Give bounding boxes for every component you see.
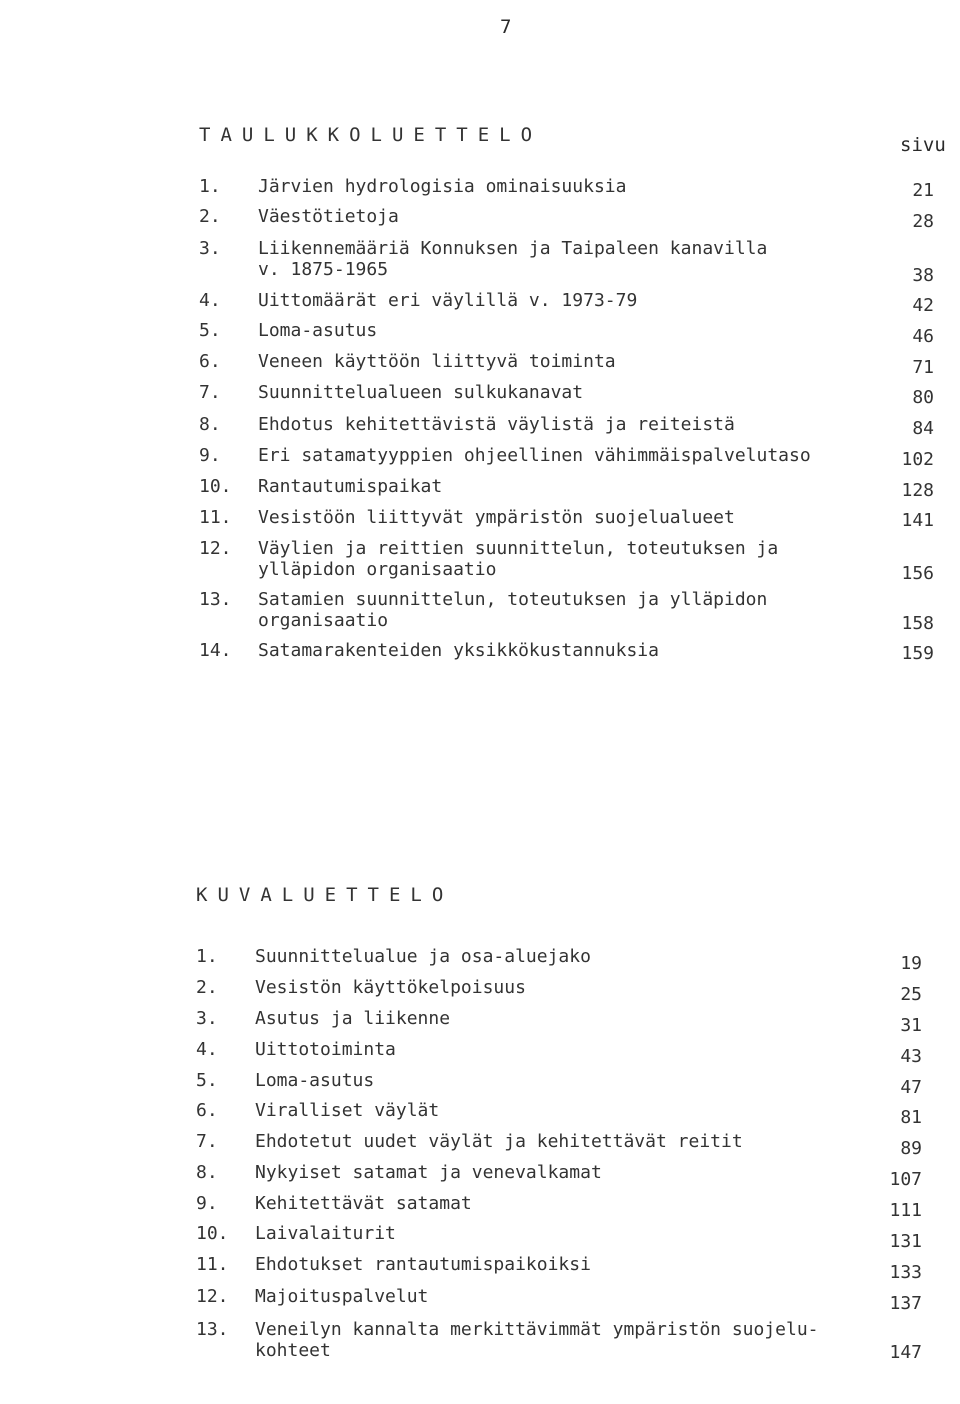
entry-page: 102 — [901, 449, 934, 470]
entry-page: 137 — [889, 1293, 922, 1314]
entry-page: 25 — [900, 984, 922, 1005]
entry-title: Uittomäärät eri väylillä v. 1973-79 — [258, 290, 638, 311]
entry-title: Asutus ja liikenne — [255, 1008, 451, 1029]
entry-number: 13. — [199, 589, 232, 610]
entry-page: 71 — [912, 357, 934, 378]
entry-title: Ehdotukset rantautumispaikoiksi — [255, 1254, 591, 1275]
entry-title: Veneen käyttöön liittyvä toiminta — [258, 351, 616, 372]
entry-number: 8. — [199, 414, 221, 435]
entry-title: Liikennemääriä Konnuksen ja Taipaleen kanavilla — [258, 238, 768, 259]
entry-page: 31 — [900, 1015, 922, 1036]
entry-number: 5. — [199, 320, 221, 341]
entry-number: 6. — [196, 1100, 218, 1121]
entry-title: v. 1875-1965 — [258, 259, 389, 280]
entry-number: 12. — [199, 538, 232, 559]
entry-title: Loma-asutus — [255, 1070, 375, 1091]
entry-page: 156 — [901, 563, 934, 584]
entry-title: Uittotoiminta — [255, 1039, 396, 1060]
entry-number: 11. — [196, 1254, 229, 1275]
entry-title: Järvien hydrologisia ominaisuuksia — [258, 176, 627, 197]
entry-title: Majoituspalvelut — [255, 1286, 429, 1307]
entry-title: Viralliset väylät — [255, 1100, 440, 1121]
entry-title: ylläpidon organisaatio — [258, 559, 497, 580]
entry-title: Eri satamatyyppien ohjeellinen vähimmäispalvelutaso — [258, 445, 811, 466]
entry-title: Vesistöön liittyvät ympäristön suojelualueet — [258, 507, 735, 528]
entry-title: Nykyiset satamat ja venevalkamat — [255, 1162, 602, 1183]
entry-title: kohteet — [255, 1340, 331, 1361]
entry-title: Väylien ja reittien suunnittelun, toteutuksen ja — [258, 538, 779, 559]
entry-title: Laivalaiturit — [255, 1223, 396, 1244]
entry-title: Vesistön käyttökelpoisuus — [255, 977, 526, 998]
entry-title: Ehdotetut uudet väylät ja kehitettävät reitit — [255, 1131, 743, 1152]
entry-title: Loma-asutus — [258, 320, 378, 341]
page-column-label: sivu — [900, 134, 946, 156]
figures-heading: KUVALUETTELO — [196, 884, 454, 906]
entry-number: 11. — [199, 507, 232, 528]
entry-number: 9. — [196, 1193, 218, 1214]
entry-page: 147 — [889, 1342, 922, 1363]
entry-page: 43 — [900, 1046, 922, 1067]
entry-page: 107 — [889, 1169, 922, 1190]
entry-page: 81 — [900, 1107, 922, 1128]
entry-page: 141 — [901, 510, 934, 531]
entry-number: 6. — [199, 351, 221, 372]
entry-page: 158 — [901, 613, 934, 634]
entry-title: Väestötietoja — [258, 206, 399, 227]
entry-number: 7. — [196, 1131, 218, 1152]
entry-page: 111 — [889, 1200, 922, 1221]
entry-page: 19 — [900, 953, 922, 974]
entry-title: Satamien suunnittelun, toteutuksen ja ylläpidon — [258, 589, 768, 610]
entry-page: 28 — [912, 211, 934, 232]
entry-number: 8. — [196, 1162, 218, 1183]
entry-number: 13. — [196, 1319, 229, 1340]
entry-page: 21 — [912, 180, 934, 201]
entry-title: organisaatio — [258, 610, 389, 631]
entry-number: 1. — [199, 176, 221, 197]
entry-number: 7. — [199, 382, 221, 403]
tables-heading: TAULUKKOLUETTELO — [199, 124, 543, 146]
entry-number: 2. — [199, 206, 221, 227]
entry-page: 159 — [901, 643, 934, 664]
entry-number: 14. — [199, 640, 232, 661]
entry-page: 38 — [912, 265, 934, 286]
entry-title: Rantautumispaikat — [258, 476, 443, 497]
entry-page: 84 — [912, 418, 934, 439]
entry-title: Suunnittelualueen sulkukanavat — [258, 382, 584, 403]
entry-number: 12. — [196, 1286, 229, 1307]
entry-number: 1. — [196, 946, 218, 967]
entry-title: Kehitettävät satamat — [255, 1193, 472, 1214]
entry-page: 89 — [900, 1138, 922, 1159]
entry-number: 10. — [196, 1223, 229, 1244]
entry-title: Satamarakenteiden yksikkökustannuksia — [258, 640, 659, 661]
entry-title: Veneilyn kannalta merkittävimmät ympäristön suojelu- — [255, 1319, 819, 1340]
entry-number: 5. — [196, 1070, 218, 1091]
entry-page: 46 — [912, 326, 934, 347]
entry-page: 128 — [901, 480, 934, 501]
entry-page: 131 — [889, 1231, 922, 1252]
entry-page: 133 — [889, 1262, 922, 1283]
entry-number: 4. — [199, 290, 221, 311]
entry-number: 2. — [196, 977, 218, 998]
entry-page: 80 — [912, 387, 934, 408]
page-number: 7 — [500, 16, 512, 38]
entry-number: 3. — [196, 1008, 218, 1029]
entry-number: 10. — [199, 476, 232, 497]
entry-number: 4. — [196, 1039, 218, 1060]
entry-title: Suunnittelualue ja osa-aluejako — [255, 946, 591, 967]
entry-number: 9. — [199, 445, 221, 466]
entry-number: 3. — [199, 238, 221, 259]
entry-page: 42 — [912, 295, 934, 316]
entry-title: Ehdotus kehitettävistä väylistä ja reiteistä — [258, 414, 735, 435]
entry-page: 47 — [900, 1077, 922, 1098]
